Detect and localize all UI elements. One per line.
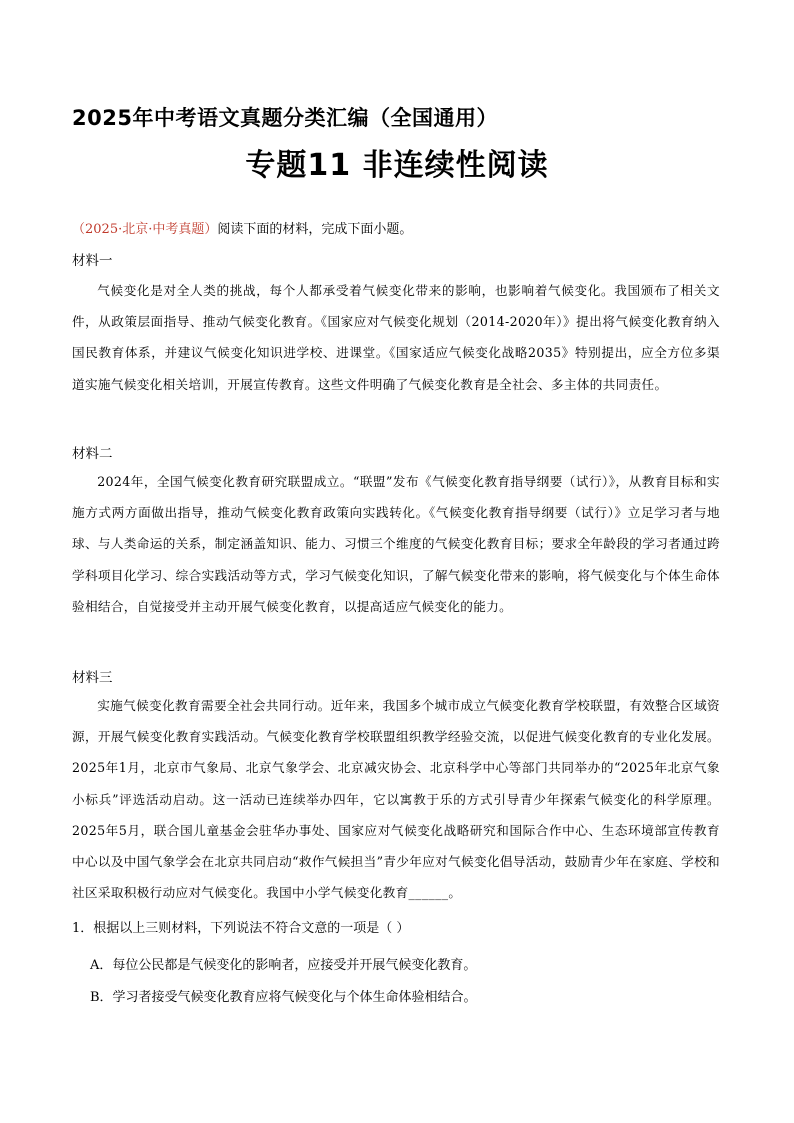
material-1-body: 气候变化是对全人类的挑战，每个人都承受着气候变化带来的影响，也影响着气候变化。我国颁布了相关文件，从政策层面指导、推动气候变化教育。《国家应对气候变化规划（2014-2020年）》提出将气候变化教育纳入国民教育体系，并建议气候变化知识进学校、进课堂。《国家适应气候变化战略2035》特别提出，应全方位多渠道实施气候变化相关培训，开展宣传教育。这些文件明确了气候变化教育是全社会、多主体的共同责任。 — [72, 283, 720, 392]
option-a: A．每位公民都是气候变化的影响者，应接受并开展气候变化教育。 — [90, 958, 477, 973]
question-stem: 1．根据以上三则材料，下列说法不符合文意的一项是（ ） — [72, 921, 410, 936]
option-b: B．学习者接受气候变化教育应将气候变化与个体生命体验相结合。 — [90, 990, 477, 1005]
material-3-body: 实施气候变化教育需要全社会共同行动。近年来，我国多个城市成立气候变化教育学校联盟，有效整合区域资源，开展气候变化教育实践活动。气候变化教育学校联盟组织教学经验交流，以促进气候变化教育的专业化发展。2025年1月，北京市气象局、北京气象学会、北京减灾协会、北京科学中心等部门共同举办的“2025年北京气象小标兵”评选活动启动。这一活动已连续举办四年，它以寓教于乐的方式引导青少年探索气候变化的科学原理。2025年5月，联合国儿童基金会驻华办事处、国家应对气候变化战略研究和国际合作中心、生态环境部宣传教育中心以及中国气象学会在北京共同启动“救作气候担当”青少年应对气候变化倡导活动，鼓励青少年在家庭、学校和社区采取积极行动应对气候变化。我国中小学气候变化教育______。 — [72, 698, 720, 901]
prompt-text: 阅读下面的材料，完成下面小题。 — [217, 222, 413, 237]
reading-prompt — [72, 218, 412, 237]
topic-title: 专题11 非连续性阅读 — [245, 148, 549, 183]
material-2-heading: 材料二 — [72, 446, 113, 462]
source-tag: （2025·北京·中考真题） — [72, 222, 218, 237]
document-title: 2025年中考语文真题分类汇编（全国通用） — [72, 106, 498, 130]
material-3-heading: 材料三 — [72, 670, 113, 686]
material-1-heading: 材料一 — [72, 253, 113, 269]
material-2-body: 2024年，全国气候变化教育研究联盟成立。“联盟”发布《气候变化教育指导纲要（试行）》，从教育目标和实施方式两方面做出指导，推动气候变化教育政策向实践转化。《气候变化教育指导纲要（试行）》立足学习者与地球、与人类命运的关系，制定涵盖知识、能力、习惯三个维度的气候变化教育目标；要求全年龄段的学习者通过跨学科项目化学习、综合实践活动等方式，学习气候变化知识，了解气候变化带来的影响，将气候变化与个体生命体验相结合，自觉接受并主动开展气候变化教育，以提高适应气候变化的能力。 — [72, 474, 720, 614]
